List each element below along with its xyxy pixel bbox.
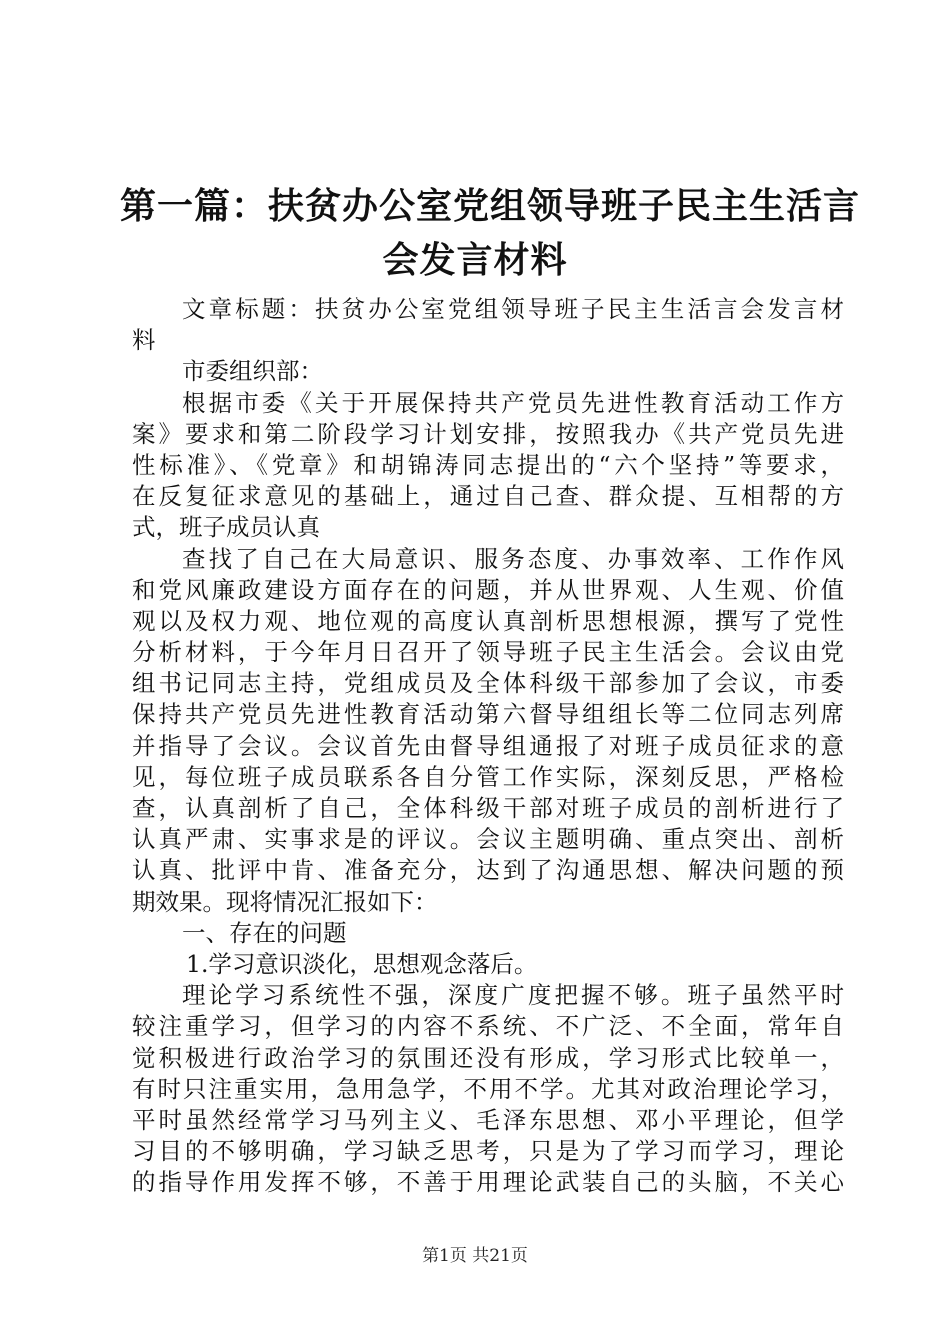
- subsection-heading: 1.学习意识淡化，思想观念落后。: [186, 949, 538, 978]
- text-line: 较注重学习，但学习的内容不系统、不广泛、不全面，常年自: [132, 1012, 844, 1041]
- text-line: 分析材料，于今年月日召开了领导班子民主生活会。会议由党: [132, 638, 844, 667]
- text-line: 平时虽然经常学习马列主义、毛泽东思想、邓小平理论，但学: [132, 1105, 844, 1134]
- text-line: 和党风廉政建设方面存在的问题，并从世界观、人生观、价值: [132, 575, 844, 604]
- text-line: 认真严肃、实事求是的评议。会议主题明确、重点突出、剖析: [132, 825, 844, 854]
- text-line: 案》要求和第二阶段学习计划安排，按照我办《共产党员先进: [132, 419, 844, 448]
- document-title-line-1: 第一篇：扶贫办公室党组领导班子民主生活言: [120, 185, 861, 227]
- text-line: 市委组织部：: [182, 357, 323, 386]
- text-line: 有时只注重实用，急用急学，不用不学。尤其对政治理论学习，: [132, 1074, 844, 1103]
- text-line: 理论学习系统性不强，深度广度把握不够。班子虽然平时: [182, 981, 844, 1010]
- text-line: 期效果。现将情况汇报如下：: [132, 887, 438, 916]
- text-line: 保持共产党员先进性教育活动第六督导组组长等二位同志列席: [132, 700, 844, 729]
- text-line: 认真、批评中肯、准备充分，达到了沟通思想、解决问题的预: [132, 856, 844, 885]
- text-line: 在反复征求意见的基础上，通过自己查、群众提、互相帮的方: [132, 482, 844, 511]
- page-footer: 第1页 共21页: [422, 1246, 528, 1266]
- text-line: 料: [132, 326, 156, 355]
- text-line: 性标准》、《党章》和胡锦涛同志提出的“六个坚持”等要求，: [132, 450, 844, 479]
- text-line: 查，认真剖析了自己，全体科级干部对班子成员的剖析进行了: [132, 794, 844, 822]
- text-line: 式，班子成员认真: [132, 513, 320, 542]
- document-body: [132, 294, 844, 1198]
- text-line: 文章标题：扶贫办公室党组领导班子民主生活言会发言材: [182, 295, 844, 323]
- text-line: 根据市委《关于开展保持共产党员先进性教育活动工作方: [182, 388, 844, 417]
- text-line: 查找了自己在大局意识、服务态度、办事效率、工作作风: [182, 544, 844, 573]
- text-line: 并指导了会议。会议首先由督导组通报了对班子成员征求的意: [132, 731, 844, 760]
- text-line: 组书记同志主持，党组成员及全体科级干部参加了会议，市委: [132, 669, 844, 698]
- text-line: 习目的不够明确，学习缺乏思考，只是为了学习而学习，理论: [132, 1137, 844, 1166]
- text-line: 的指导作用发挥不够，不善于用理论武装自己的头脑，不关心: [132, 1168, 844, 1197]
- text-line: 观以及权力观、地位观的高度认真剖析思想根源，撰写了党性: [132, 606, 844, 635]
- section-heading: 一、存在的问题: [182, 918, 347, 947]
- document-title-line-2: 会发言材料: [382, 239, 568, 281]
- text-line: 觉积极进行政治学习的氛围还没有形成，学习形式比较单一，: [132, 1043, 844, 1072]
- text-line: 见，每位班子成员联系各自分管工作实际，深刻反思，严格检: [132, 762, 844, 791]
